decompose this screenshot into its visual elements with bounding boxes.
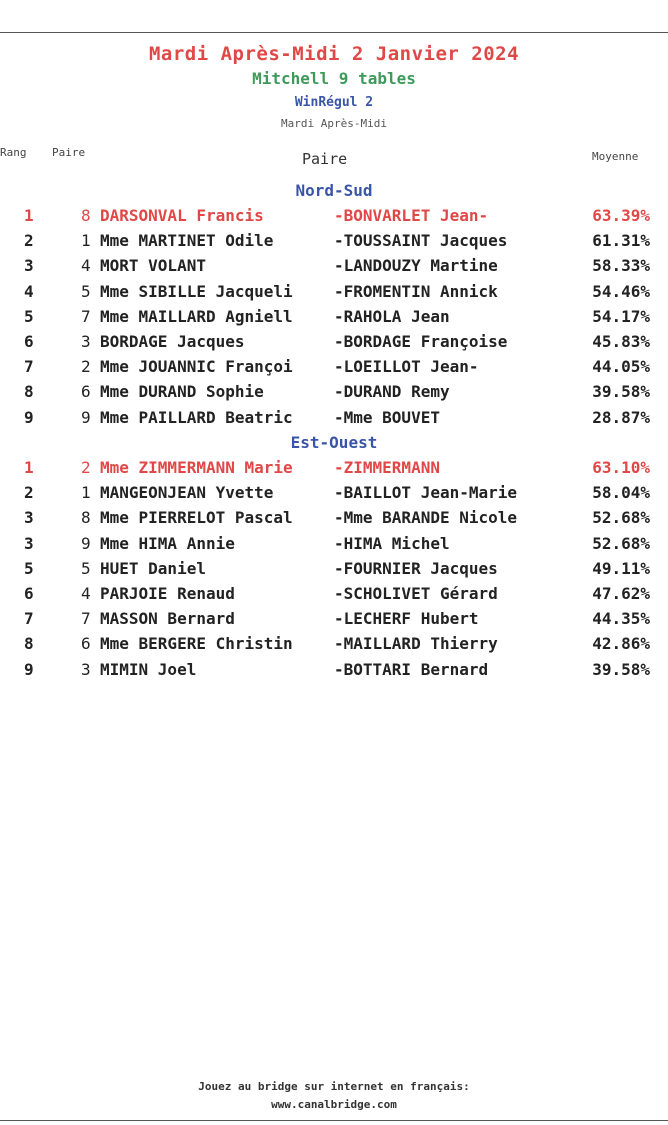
pair-number-cell: 9: [81, 407, 91, 427]
player1-cell: Mme MARTINET Odile: [100, 231, 274, 251]
average-cell: 44.35%: [592, 609, 650, 629]
pair-number-cell: 7: [81, 306, 91, 326]
player1-cell: PARJOIE Renaud: [100, 584, 235, 603]
column-header-rang: Rang: [0, 146, 27, 159]
top-rule: [0, 32, 668, 33]
page-title: Mardi Après-Midi 2 Janvier 2024: [148, 43, 520, 65]
rank-cell: 3: [24, 256, 34, 276]
pair-number-cell: 3: [81, 332, 91, 351]
table-row: [0, 382, 668, 407]
rank-cell: 4: [24, 281, 34, 301]
pair-number-cell: 5: [81, 281, 91, 301]
player1-cell: MASSON Bernard: [100, 609, 235, 629]
session-label: Mardi Après-Midi: [281, 117, 387, 130]
average-cell: 42.86%: [592, 634, 650, 654]
rank-cell: 8: [24, 634, 34, 654]
table-row: [0, 559, 668, 584]
player1-cell: MORT VOLANT: [100, 256, 206, 276]
table-row: [0, 458, 668, 483]
pair-number-cell: 4: [81, 584, 91, 603]
player2-cell: -BONVARLET Jean-: [334, 206, 489, 225]
column-header-pair-number: Paire: [52, 146, 86, 159]
average-cell: 61.31%: [592, 231, 650, 251]
table-row: [0, 609, 668, 634]
pair-number-cell: 9: [81, 533, 91, 553]
average-cell: 39.58%: [592, 382, 650, 402]
table-row: [0, 307, 668, 332]
average-cell: 39.58%: [592, 659, 650, 679]
player1-cell: Mme PAILLARD Beatric: [100, 407, 293, 427]
rank-cell: 5: [24, 558, 34, 578]
average-cell: 44.05%: [592, 357, 650, 377]
rank-cell: 7: [24, 609, 34, 629]
player2-cell: -DURAND Remy: [334, 382, 450, 402]
average-cell: 58.04%: [592, 483, 650, 503]
player1-cell: Mme DURAND Sophie: [100, 382, 264, 402]
player2-cell: -Mme BOUVET: [334, 407, 440, 427]
player1-cell: Mme ZIMMERMANN Marie: [100, 458, 293, 477]
player1-cell: Mme JOUANNIC Françoi: [100, 357, 293, 377]
player1-cell: Mme SIBILLE Jacqueli: [100, 281, 293, 301]
player1-cell: Mme PIERRELOT Pascal: [100, 508, 293, 528]
table-row: [0, 206, 668, 231]
pair-number-cell: 2: [81, 357, 91, 377]
pair-number-cell: 6: [81, 634, 91, 654]
average-cell: 54.17%: [592, 306, 650, 326]
table-row: [0, 483, 668, 508]
rank-cell: 9: [24, 407, 34, 427]
player2-cell: -HIMA Michel: [334, 533, 450, 553]
average-cell: 52.68%: [592, 533, 650, 553]
average-cell: 63.39%: [592, 206, 650, 225]
average-cell: 47.62%: [592, 584, 650, 603]
rank-cell: 9: [24, 659, 34, 679]
pair-number-cell: 8: [81, 508, 91, 528]
rank-cell: 2: [24, 483, 34, 503]
average-cell: 52.68%: [592, 508, 650, 528]
rank-cell: 2: [24, 231, 34, 251]
player2-cell: -ZIMMERMANN: [334, 458, 440, 477]
column-header-average: Moyenne: [592, 150, 639, 163]
rank-cell: 3: [24, 533, 34, 553]
table-row: [0, 584, 668, 609]
table-row: [0, 634, 668, 659]
footer-link[interactable]: www.canalbridge.com: [271, 1098, 397, 1111]
pair-number-cell: 3: [81, 659, 91, 679]
rank-cell: 5: [24, 306, 34, 326]
player2-cell: -Mme BARANDE Nicole: [334, 508, 518, 528]
player2-cell: -BAILLOT Jean-Marie: [334, 483, 518, 503]
footer-line1: Jouez au bridge sur internet en français:: [198, 1080, 470, 1093]
bottom-rule: [0, 1120, 668, 1121]
player2-cell: -RAHOLA Jean: [334, 306, 450, 326]
pair-number-cell: 8: [81, 206, 91, 225]
pair-number-cell: 5: [81, 558, 91, 578]
player1-cell: HUET Daniel: [100, 558, 206, 578]
average-cell: 28.87%: [592, 407, 650, 427]
player2-cell: -FROMENTIN Annick: [334, 281, 498, 301]
software-label: WinRégul 2: [294, 95, 374, 110]
player1-cell: Mme BERGERE Christin: [100, 634, 293, 654]
player2-cell: -LECHERF Hubert: [334, 609, 479, 629]
rank-cell: 7: [24, 357, 34, 377]
rank-cell: 1: [24, 206, 34, 225]
player2-cell: -MAILLARD Thierry: [334, 634, 498, 654]
pair-number-cell: 6: [81, 382, 91, 402]
player2-cell: -FOURNIER Jacques: [334, 558, 498, 578]
table-row: [0, 508, 668, 533]
player1-cell: MIMIN Joel: [100, 659, 197, 679]
table-row: [0, 282, 668, 307]
average-cell: 54.46%: [592, 281, 650, 301]
section-heading: Nord-Sud: [295, 181, 373, 200]
table-row: [0, 534, 668, 559]
table-row: [0, 332, 668, 357]
average-cell: 63.10%: [592, 458, 650, 477]
rank-cell: 3: [24, 508, 34, 528]
table-row: [0, 357, 668, 382]
table-row: [0, 660, 668, 685]
player2-cell: -SCHOLIVET Gérard: [334, 584, 498, 603]
table-row: [0, 408, 668, 433]
event-subtitle: Mitchell 9 tables: [252, 69, 416, 88]
player2-cell: -BOTTARI Bernard: [334, 659, 489, 679]
player2-cell: -BORDAGE Françoise: [334, 332, 508, 351]
player1-cell: Mme MAILLARD Agniell: [100, 306, 293, 326]
player1-cell: MANGEONJEAN Yvette: [100, 483, 274, 503]
pair-number-cell: 2: [81, 458, 91, 477]
average-cell: 49.11%: [592, 558, 650, 578]
average-cell: 58.33%: [592, 256, 650, 276]
pair-number-cell: 1: [81, 231, 91, 251]
footer: [0, 1078, 668, 1114]
player1-cell: Mme HIMA Annie: [100, 533, 235, 553]
table-row: [0, 256, 668, 281]
pair-number-cell: 4: [81, 256, 91, 276]
player1-cell: DARSONVAL Francis: [100, 206, 264, 225]
table-row: [0, 231, 668, 256]
average-cell: 45.83%: [592, 332, 650, 351]
pair-number-cell: 7: [81, 609, 91, 629]
player2-cell: -LANDOUZY Martine: [334, 256, 498, 276]
section-heading: Est-Ouest: [290, 433, 378, 452]
rank-cell: 1: [24, 458, 34, 477]
rank-cell: 6: [24, 584, 34, 603]
rank-cell: 8: [24, 382, 34, 402]
rank-cell: 6: [24, 332, 34, 351]
player2-cell: -LOEILLOT Jean-: [334, 357, 479, 377]
player1-cell: BORDAGE Jacques: [100, 332, 245, 351]
column-header-pair: Paire: [302, 150, 348, 168]
player2-cell: -TOUSSAINT Jacques: [334, 231, 508, 251]
pair-number-cell: 1: [81, 483, 91, 503]
